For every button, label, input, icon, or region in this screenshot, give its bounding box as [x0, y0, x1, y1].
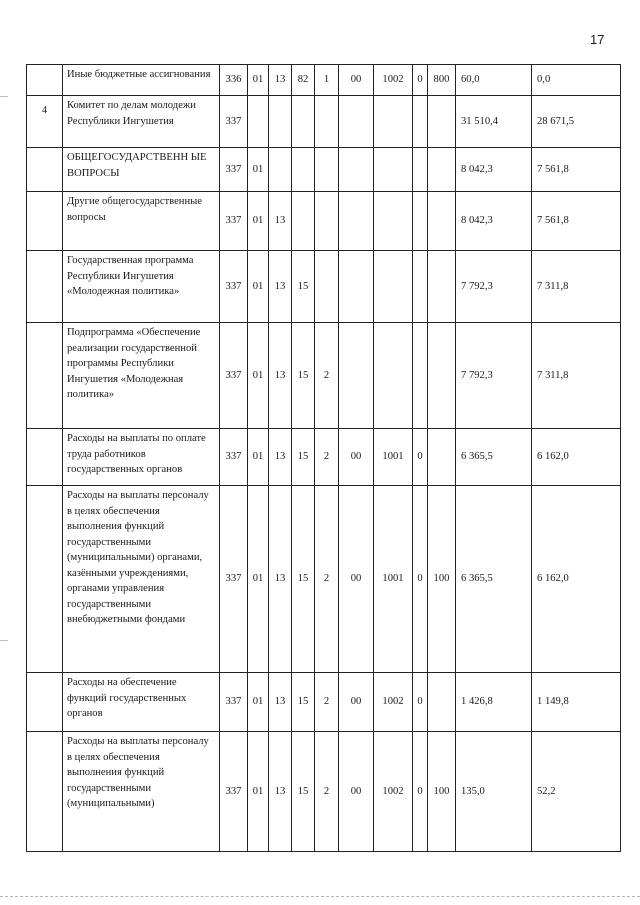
code-extra	[413, 251, 428, 323]
code-subprogram	[315, 251, 339, 323]
code-program: 15	[292, 673, 315, 732]
amount-actual: 7 311,8	[532, 251, 621, 323]
amount-actual: 1 149,8	[532, 673, 621, 732]
code-section: 01	[248, 65, 269, 96]
row-number	[27, 251, 63, 323]
code-subsection: 13	[269, 192, 292, 251]
code-ministry: 337	[220, 673, 248, 732]
row-number	[27, 673, 63, 732]
code-event: 00	[339, 65, 374, 96]
code-expense-type: 800	[428, 65, 456, 96]
row-name: ОБЩЕГОСУДАРСТВЕНН ЫЕ ВОПРОСЫ	[63, 148, 220, 192]
row-number: 4	[27, 96, 63, 148]
code-ministry: 337	[220, 148, 248, 192]
code-program: 82	[292, 65, 315, 96]
amount-actual: 0,0	[532, 65, 621, 96]
code-subprogram: 2	[315, 732, 339, 852]
row-number	[27, 65, 63, 96]
code-subsection	[269, 148, 292, 192]
code-event: 00	[339, 673, 374, 732]
code-section: 01	[248, 251, 269, 323]
table-row	[27, 96, 621, 148]
code-direction: 1002	[374, 673, 413, 732]
code-subsection: 13	[269, 251, 292, 323]
code-expense-type	[428, 429, 456, 486]
code-subprogram: 1	[315, 65, 339, 96]
amount-actual: 7 561,8	[532, 192, 621, 251]
code-ministry: 337	[220, 323, 248, 429]
code-direction	[374, 96, 413, 148]
code-program: 15	[292, 251, 315, 323]
amount-actual: 52,2	[532, 732, 621, 852]
code-subsection: 13	[269, 429, 292, 486]
row-name: Расходы на обеспечение функций государственных органов	[63, 673, 220, 732]
code-direction: 1002	[374, 732, 413, 852]
amount-actual: 6 162,0	[532, 429, 621, 486]
code-program: 15	[292, 323, 315, 429]
amount-plan: 8 042,3	[456, 192, 532, 251]
code-expense-type	[428, 192, 456, 251]
amount-plan: 60,0	[456, 65, 532, 96]
code-subsection: 13	[269, 673, 292, 732]
code-event: 00	[339, 732, 374, 852]
table-row	[27, 732, 621, 852]
code-ministry: 337	[220, 486, 248, 673]
row-name: Расходы на выплаты персоналу в целях обеспечения выполнения функций государственными (муниципальными) органами, казёнными учреждениями, органами управления государственными внебюджетными фондами	[63, 486, 220, 673]
table-row	[27, 323, 621, 429]
table-row	[27, 486, 621, 673]
code-subprogram: 2	[315, 673, 339, 732]
amount-actual: 6 162,0	[532, 486, 621, 673]
row-name: Другие общегосударственные вопросы	[63, 192, 220, 251]
amount-plan: 135,0	[456, 732, 532, 852]
budget-table	[26, 64, 621, 852]
code-section: 01	[248, 673, 269, 732]
code-event: 00	[339, 486, 374, 673]
row-number	[27, 148, 63, 192]
code-subsection: 13	[269, 323, 292, 429]
code-extra: 0	[413, 732, 428, 852]
code-expense-type: 100	[428, 732, 456, 852]
amount-actual: 7 561,8	[532, 148, 621, 192]
row-name: Подпрограмма «Обеспечение реализации государственной программы Республики Ингушетия «Молодежная политика»	[63, 323, 220, 429]
code-subsection	[269, 96, 292, 148]
code-direction: 1002	[374, 65, 413, 96]
code-extra: 0	[413, 486, 428, 673]
code-event	[339, 251, 374, 323]
code-section: 01	[248, 732, 269, 852]
code-program	[292, 148, 315, 192]
amount-actual: 28 671,5	[532, 96, 621, 148]
scan-bottom-mark	[0, 896, 640, 897]
code-direction	[374, 148, 413, 192]
table-row	[27, 148, 621, 192]
code-subprogram	[315, 148, 339, 192]
amount-plan: 7 792,3	[456, 323, 532, 429]
table-row	[27, 429, 621, 486]
code-ministry: 337	[220, 251, 248, 323]
row-name: Расходы на выплаты персоналу в целях обеспечения выполнения функций государственными (муниципальными)	[63, 732, 220, 852]
amount-actual: 7 311,8	[532, 323, 621, 429]
code-extra: 0	[413, 673, 428, 732]
row-number	[27, 429, 63, 486]
code-ministry: 337	[220, 96, 248, 148]
code-program: 15	[292, 486, 315, 673]
amount-plan: 7 792,3	[456, 251, 532, 323]
page-number: 17	[590, 32, 605, 47]
row-number	[27, 486, 63, 673]
code-program	[292, 96, 315, 148]
code-ministry: 336	[220, 65, 248, 96]
code-section: 01	[248, 323, 269, 429]
table-row	[27, 192, 621, 251]
row-number	[27, 732, 63, 852]
row-number	[27, 192, 63, 251]
code-direction	[374, 251, 413, 323]
code-direction: 1001	[374, 429, 413, 486]
code-direction	[374, 323, 413, 429]
code-event: 00	[339, 429, 374, 486]
row-name: Государственная программа Республики Ингушетия «Молодежная политика»	[63, 251, 220, 323]
code-subprogram: 2	[315, 486, 339, 673]
table-row	[27, 673, 621, 732]
scan-edge-mark	[0, 96, 8, 97]
scan-edge-mark	[0, 640, 8, 641]
code-expense-type	[428, 673, 456, 732]
row-name: Иные бюджетные ассигнования	[63, 65, 220, 96]
code-program	[292, 192, 315, 251]
code-program: 15	[292, 429, 315, 486]
table-row	[27, 251, 621, 323]
code-event	[339, 192, 374, 251]
amount-plan: 6 365,5	[456, 486, 532, 673]
code-expense-type: 100	[428, 486, 456, 673]
code-expense-type	[428, 323, 456, 429]
code-direction: 1001	[374, 486, 413, 673]
code-event	[339, 148, 374, 192]
code-subprogram: 2	[315, 429, 339, 486]
code-section: 01	[248, 192, 269, 251]
amount-plan: 8 042,3	[456, 148, 532, 192]
code-subsection: 13	[269, 732, 292, 852]
code-ministry: 337	[220, 192, 248, 251]
code-event	[339, 323, 374, 429]
code-subsection: 13	[269, 65, 292, 96]
code-direction	[374, 192, 413, 251]
amount-plan: 1 426,8	[456, 673, 532, 732]
code-subsection: 13	[269, 486, 292, 673]
code-extra: 0	[413, 429, 428, 486]
code-extra	[413, 323, 428, 429]
code-section	[248, 96, 269, 148]
row-number	[27, 323, 63, 429]
code-section: 01	[248, 429, 269, 486]
code-ministry: 337	[220, 732, 248, 852]
amount-plan: 31 510,4	[456, 96, 532, 148]
code-extra	[413, 148, 428, 192]
code-subprogram	[315, 96, 339, 148]
code-expense-type	[428, 96, 456, 148]
row-name: Комитет по делам молодежи Республики Ингушетия	[63, 96, 220, 148]
code-expense-type	[428, 251, 456, 323]
code-expense-type	[428, 148, 456, 192]
code-event	[339, 96, 374, 148]
row-name: Расходы на выплаты по оплате труда работников государственных органов	[63, 429, 220, 486]
code-subprogram	[315, 192, 339, 251]
code-ministry: 337	[220, 429, 248, 486]
code-extra	[413, 192, 428, 251]
code-section: 01	[248, 486, 269, 673]
code-subprogram: 2	[315, 323, 339, 429]
amount-plan: 6 365,5	[456, 429, 532, 486]
code-extra	[413, 96, 428, 148]
table-row	[27, 65, 621, 96]
code-section: 01	[248, 148, 269, 192]
code-program: 15	[292, 732, 315, 852]
code-extra: 0	[413, 65, 428, 96]
